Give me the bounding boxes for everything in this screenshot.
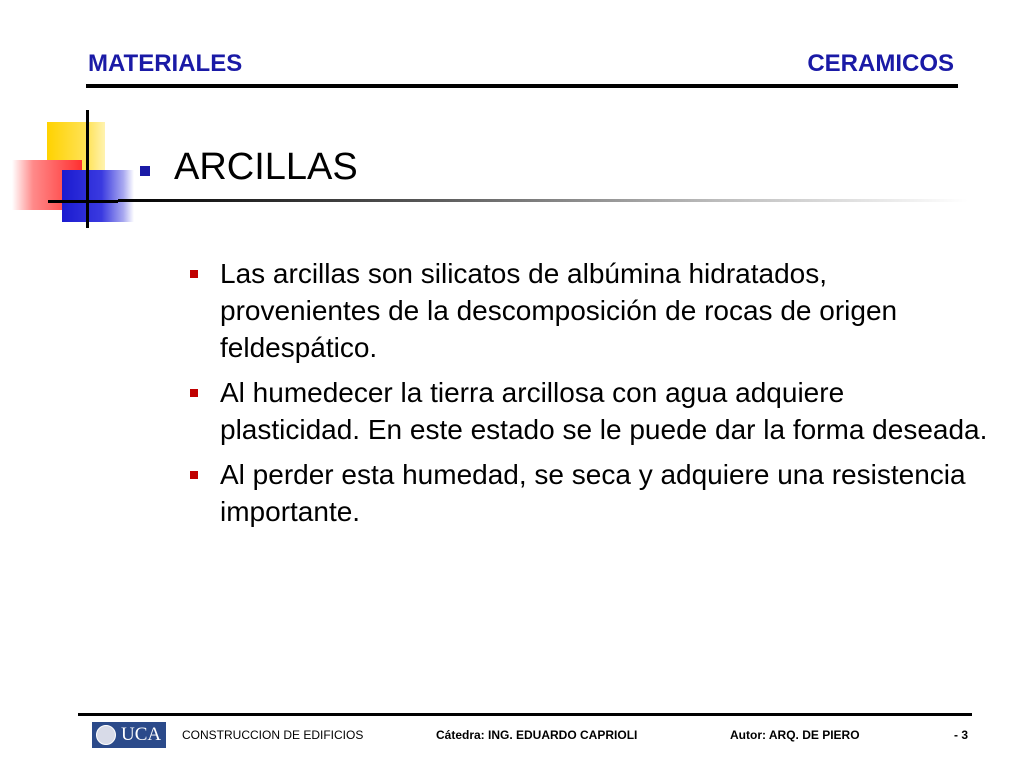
decorative-vertical-line (86, 110, 89, 228)
uca-seal-icon (96, 725, 116, 745)
footer-chair: Cátedra: ING. EDUARDO CAPRIOLI (436, 728, 638, 742)
title-divider (118, 199, 968, 202)
footer-author: Autor: ARQ. DE PIERO (730, 728, 860, 742)
decorative-squares (0, 100, 140, 230)
bullet-text: Al humedecer la tierra arcillosa con agua adquiere plasticidad. En este estado se le puede dar la forma deseada. (220, 377, 988, 445)
footer-course: CONSTRUCCION DE EDIFICIOS (182, 728, 364, 742)
square-bullet-icon (140, 166, 150, 176)
square-bullet-icon (190, 389, 198, 397)
square-bullet-icon (190, 471, 198, 479)
bullet-text: Al perder esta humedad, se seca y adquiere una resistencia importante. (220, 459, 966, 527)
header-topic-title: CERAMICOS (807, 50, 954, 77)
bullet-item (188, 374, 988, 448)
bullet-list (188, 255, 988, 538)
square-bullet-icon (190, 270, 198, 278)
bullet-item (188, 255, 988, 366)
bullet-text: Las arcillas son silicatos de albúmina hidratados, provenientes de la descomposición de rocas de origen feldespático. (220, 258, 898, 363)
page-number: - 3 (954, 728, 969, 742)
header-divider (86, 84, 958, 88)
logo-text: UCA (121, 724, 162, 745)
header-section-title: MATERIALES (88, 50, 243, 77)
blue-square (62, 170, 134, 222)
uca-logo (92, 722, 166, 748)
decorative-horizontal-line (48, 200, 118, 203)
footer-divider (78, 713, 972, 716)
slide-title: ARCILLAS (174, 146, 358, 188)
bullet-item (188, 456, 988, 530)
